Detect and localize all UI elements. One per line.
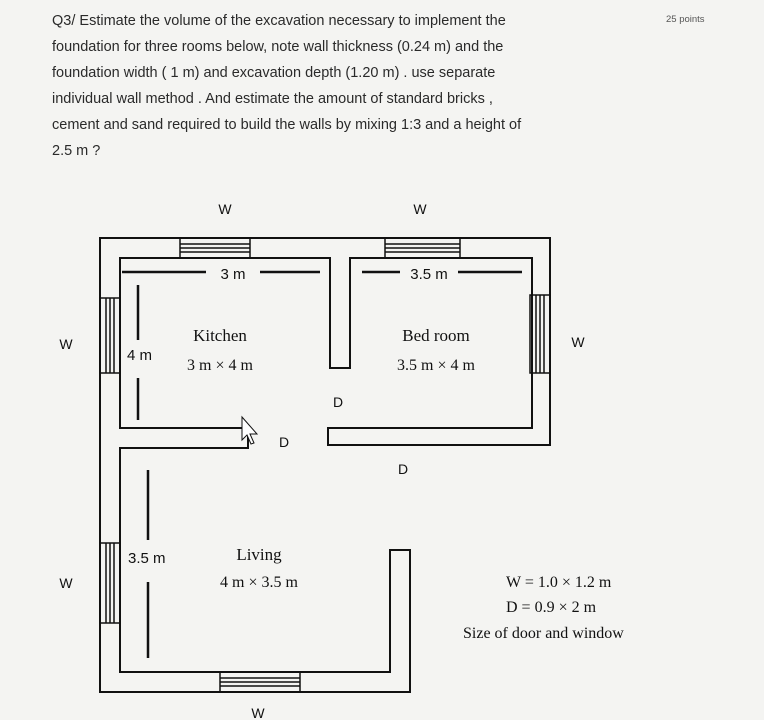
living-height-dimension: 3.5 m xyxy=(128,550,166,567)
bedroom-width-dimension: 3.5 m xyxy=(410,266,448,283)
window-bottom xyxy=(220,672,300,692)
legend-window-size: W = 1.0 × 1.2 m xyxy=(506,574,612,591)
bedroom-size: 3.5 m × 4 m xyxy=(397,357,475,374)
kitchen-size: 3 m × 4 m xyxy=(187,357,253,374)
legend-door-size: D = 0.9 × 2 m xyxy=(506,599,597,616)
door-mark-between-rooms: D xyxy=(332,394,344,410)
window-mark-left-lower: W xyxy=(59,575,73,591)
window-left-lower xyxy=(100,543,120,623)
kitchen-width-dimension: 3 m xyxy=(220,266,246,283)
question-line: foundation for three rooms below, note wall thickness (0.24 m) and the xyxy=(52,39,504,55)
window-mark-bottom: W xyxy=(251,705,265,720)
door-mark-kitchen: D xyxy=(278,434,290,450)
living-size: 4 m × 3.5 m xyxy=(220,574,298,591)
window-mark-top-left: W xyxy=(218,201,232,217)
window-left-upper xyxy=(100,298,120,373)
question-line: foundation width ( 1 m) and excavation depth (1.20 m) . use separate xyxy=(52,65,496,81)
kitchen-name: Kitchen xyxy=(193,326,247,345)
question-line: Q3/ Estimate the volume of the excavation necessary to implement the xyxy=(52,13,506,29)
window-mark-left-upper: W xyxy=(59,336,73,352)
window-mark-right: W xyxy=(571,334,585,350)
points-badge: 25 points xyxy=(666,14,705,25)
cursor-arrow-icon xyxy=(242,417,257,444)
door-mark-bedroom: D xyxy=(397,461,409,477)
window-top-right xyxy=(385,238,460,258)
bedroom-name: Bed room xyxy=(402,326,470,345)
question-line: individual wall method . And estimate the amount of standard bricks , xyxy=(52,91,493,107)
window-mark-top-right: W xyxy=(413,201,427,217)
question-line: cement and sand required to build the walls by mixing 1:3 and a height of xyxy=(52,117,522,133)
legend-caption: Size of door and window xyxy=(463,625,624,642)
question-line: 2.5 m ? xyxy=(52,143,101,159)
living-name: Living xyxy=(236,545,282,564)
window-top-left xyxy=(180,238,250,258)
kitchen-height-dimension: 4 m xyxy=(127,347,153,364)
outer-walls xyxy=(100,238,550,692)
